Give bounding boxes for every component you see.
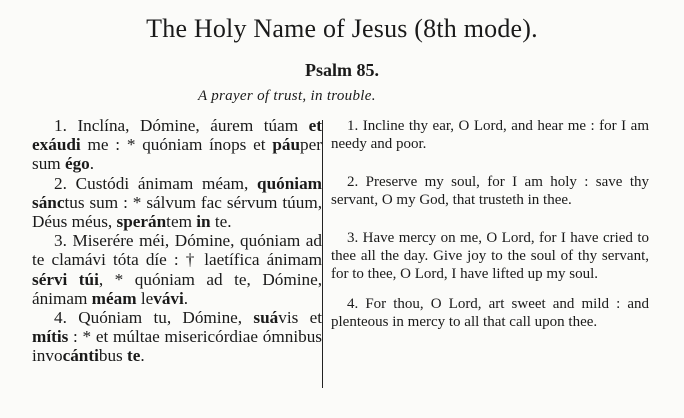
latin-verse-3 [32, 231, 322, 308]
latin-verse-2 [32, 174, 322, 232]
latin-verse-1 [32, 116, 322, 174]
latin-column [32, 116, 322, 366]
english-verse-2: 2. Preserve my soul, for I am holy : save thy servant, O my God, that trusteth in thee. [331, 174, 649, 208]
verse-number: 2. [54, 173, 67, 193]
verse-number: 1. [54, 116, 67, 135]
page-title: The Holy Name of Jesus (8th mode). [146, 14, 538, 43]
verse-number: 4. [54, 308, 67, 328]
english-column [331, 117, 649, 331]
verse-text: Inclína, Dómine, áurem túam et exáudi me : * quóniam ínops et páuper sum égo. [32, 116, 323, 174]
english-verse-1: 1. Incline thy ear, O Lord, and hear me : for I am needy and poor. [331, 118, 649, 152]
verse-number: 3. [54, 231, 67, 251]
column-divider [322, 120, 323, 388]
psalm-subtitle: A prayer of trust, in trouble. [198, 88, 376, 104]
verse-text: Miserére méi, Dómine, quóniam ad te clamávi tóta díe : † laetífica ánimam sérvi túi, * quóniam ad te, Dómine, ánimam méam levávi. [32, 231, 322, 308]
english-verse-3: 3. Have mercy on me, O Lord, for I have cried to thee all the day. Give joy to the soul of thy servant, for to thee, O Lord, I have lifted up my soul. [331, 230, 649, 282]
verse-text: Custódi ánimam méam, quóniam sánctus sum : * sálvum fac sérvum túum, Déus méus, sperántem in te. [32, 173, 322, 232]
psalm-heading: Psalm 85. [305, 60, 379, 80]
verse-text: Quóniam tu, Dómine, suávis et mítis : * et múltae misericórdiae ómnibus invocántibus te. [32, 308, 322, 366]
latin-verse-4 [32, 308, 322, 366]
english-verse-4: 4. For thou, O Lord, art sweet and mild : and plenteous in mercy to all that call upon thee. [331, 296, 649, 330]
